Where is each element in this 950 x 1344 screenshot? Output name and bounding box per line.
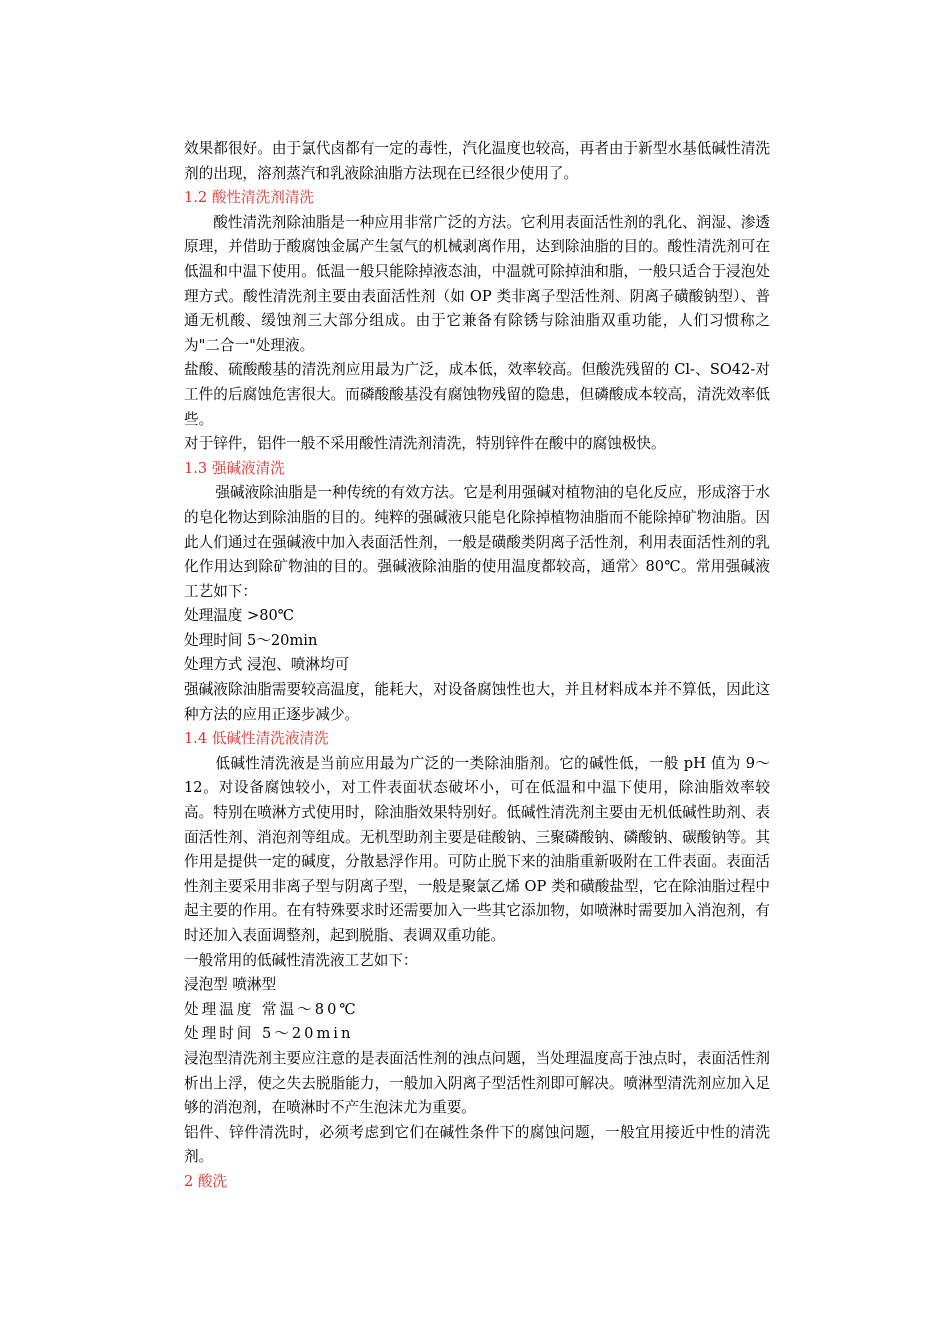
paragraph-low-alkali-intro: 低碱性清洗液是当前应用最为广泛的一类除油脂剂。它的碱性低，一般 pH 值为 9～12。对设备腐蚀较小，对工件表面状态破坏小，可在低温和中温下使用，除油脂效率较高。特别在喷淋方式使用时，除油脂效果特别好。低碱性清洗剂主要由无机低碱性助剂、表面活性剂、消泡剂等组成。无机型助剂主要是硅酸钠、三聚磷酸钠、磷酸钠、碳酸钠等。其作用是提供一定的碱度，分散悬浮作用。可防止脱下来的油脂重新吸附在工件表面。表面活性剂主要采用非离子型与阴离子型，一般是聚氯乙烯 OP 类和磺酸盐型，它在除油脂过程中起主要的作用。在有特殊要求时还需要加入一些其它添加物，如喷淋时需要加入消泡剂，有时还加入表面调整剂，起到脱脂、表调双重功能。 — [184, 754, 770, 944]
process-temperature-line-2: 处理温度 常温～80℃ — [184, 1000, 359, 1018]
section-heading-1-3: 1.3 强碱液清洗 — [184, 459, 285, 477]
paragraph-strong-alkali-drawbacks: 强碱液除油脂需要较高温度，能耗大，对设备腐蚀性也大，并且材料成本并不算低，因此这种方法的应用正逐步减少。 — [184, 681, 770, 723]
process-type-line: 浸泡型 喷淋型 — [184, 976, 277, 994]
paragraph-acid-cleaner-intro: 酸性清洗剂除油脂是一种应用非常广泛的方法。它利用表面活性剂的乳化、润湿、渗透原理，并借助于酸腐蚀金属产生氢气的机械剥离作用，达到除油脂的目的。酸性清洗剂可在低温和中温下使用。低温一般只能除掉液态油，中温就可除掉油和脂，一般只适合于浸泡处理方式。酸性清洗剂主要由表面活性剂（如 OP 类非离子型活性剂、阴离子磺酸钠型）、普通无机酸、缓蚀剂三大部分组成。由于它兼备有除锈与除油脂双重功能，人们习惯称之为"二合一"处理液。 — [184, 213, 770, 354]
paragraph-low-alkali-process-intro: 一般常用的低碱性清洗液工艺如下： — [184, 951, 418, 969]
paragraph-strong-alkali-intro: 强碱液除油脂是一种传统的有效方法。它是利用强碱对植物油的皂化反应，形成溶于水的皂化物达到除油脂的目的。纯粹的强碱液只能皂化除掉植物油脂而不能除掉矿物油脂。因此人们通过在强碱液中加入表面活性剂，一般是磺酸类阴离子活性剂，利用表面活性剂的乳化作用达到除矿物油的目的。强碱液除油脂的使用温度都较高，通常〉80℃。常用强碱液工艺如下： — [184, 484, 770, 600]
paragraph-cloud-point: 浸泡型清洗剂主要应注意的是表面活性剂的浊点问题，当处理温度高于浊点时，表面活性剂析出上浮，使之失去脱脂能力，一般加入阴离子型活性剂即可解决。喷淋型清洗剂应加入足够的消泡剂，在喷淋时不产生泡沫尤为重要。 — [184, 1049, 770, 1117]
process-method-line: 处理方式 浸泡、喷淋均可 — [184, 656, 350, 674]
process-time-line-2: 处理时间 5～20min — [184, 1025, 354, 1043]
document-page — [184, 137, 770, 1195]
section-heading-1-2: 1.2 酸性清洗剂清洗 — [184, 189, 315, 207]
paragraph-intro-continuation: 效果都很好。由于氯代卤都有一定的毒性，汽化温度也较高，再者由于新型水基低碱性清洗剂的出现，溶剂蒸汽和乳液除油脂方法现在已经很少使用了。 — [184, 140, 770, 182]
section-heading-1-4: 1.4 低碱性清洗液清洗 — [184, 730, 329, 748]
section-heading-2: 2 酸洗 — [184, 1172, 228, 1190]
paragraph-aluminum-zinc-note: 铝件、锌件清洗时，必须考虑到它们在碱性条件下的腐蚀问题，一般宜用接近中性的清洗剂。 — [184, 1123, 770, 1166]
paragraph-acid-types: 盐酸、硫酸酸基的清洗剂应用最为广泛，成本低，效率较高。但酸洗残留的 Cl-、SO42-对工件的后腐蚀危害很大。而磷酸酸基没有腐蚀物残留的隐患，但磷酸成本较高，清洗效率低些。 — [184, 361, 770, 428]
process-temperature-line: 处理温度 >80℃ — [184, 607, 295, 625]
paragraph-zinc-note: 对于锌件，铝件一般不采用酸性清洗剂清洗，特别锌件在酸中的腐蚀极快。 — [184, 435, 666, 453]
process-time-line: 处理时间 5～20min — [184, 631, 318, 649]
